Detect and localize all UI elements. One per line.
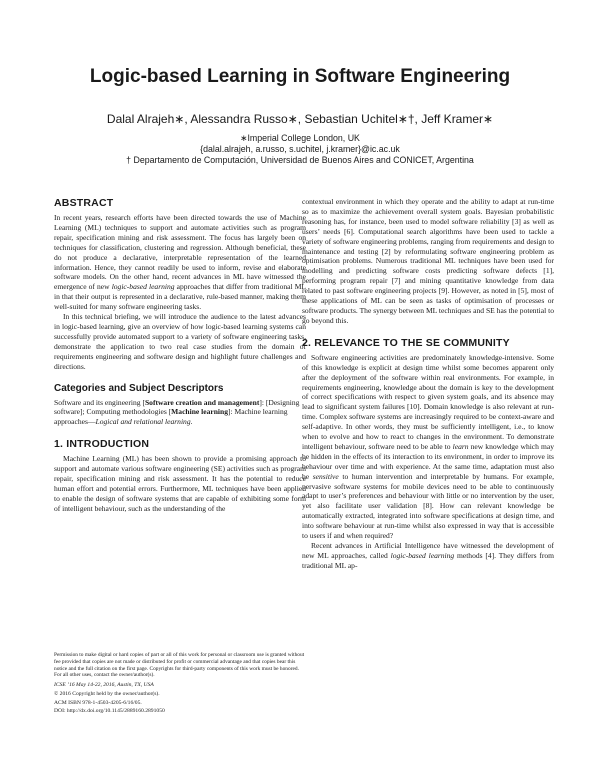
permission-notice: Permission to make digital or hard copies of part or all of this work for personal or classroom use is granted without fee provided that copies are not made or distributed for profit or commercial advantage and that copies bear this notice and the full citation on the first page. Copyrights for third-party components of this work must be honored. For all other uses, contact the owner/author(s). bbox=[54, 652, 305, 679]
categories-heading: Categories and Subject Descriptors bbox=[54, 382, 224, 394]
doi-line: DOI: http://dx.doi.org/10.1145/2889160.2891050 bbox=[54, 708, 165, 715]
introduction-paragraph-1: Machine Learning (ML) has been shown to provide a promising approach to support and automate various software engineering (SE) activities such as program repair, specification mining and risk assessment. It has the potential to reduce human effort and potential errors. Furthermore, ML techniques have been applied to enable the design of software systems that are capable of exhibiting some form of intelligent behaviour, such as the understanding of the bbox=[54, 454, 306, 513]
copyright-footer bbox=[54, 652, 306, 716]
author-list: Dalal Alrajeh∗, Alessandra Russo∗, Sebastian Uchitel∗†, Jeff Kramer∗ bbox=[106, 112, 494, 126]
introduction-heading: 1. INTRODUCTION bbox=[54, 438, 150, 451]
abstract-paragraph-2: In this technical briefing, we will introduce the audience to the latest advances in logic-based learning, give an overview of how logic-based learning systems can successfully provide automated support to a variety of software engineering tasks, demonstrate the application to two real case studies from the domain of requirements engineering and software design and highlight future challenges and directions. bbox=[54, 312, 306, 371]
abstract-heading: ABSTRACT bbox=[54, 197, 114, 209]
relevance-heading: 2. RELEVANCE TO THE SE COMMUNITY bbox=[302, 336, 510, 349]
introduction-paragraph-continued: contextual environment in which they operate and the ability to adapt at run-time so as to maximize the achievement overall system goals. Bayesian probabilistic reasoning has, for instance, been used to model software reliability [3] as well as users’ needs [6]. Computational search algorithms have been used to tackle a variety of software engineering problems, ranging from requirements and design to maintenance and testing [2] by reformulating software engineering problem as optimisation problems. Numerous traditional ML techniques have been used for modelling and predicting software costs predicting software defects [1], performing program repair [7] and mining quantitative knowledge from data related to past software engineering projects [9]. However, as noted in [5], most of these applications of ML can be seen as tasks of optimisation of processes or software products. The synergy between ML techniques and SE has the potential to go beyond this. bbox=[302, 197, 554, 325]
affiliation-imperial: ∗Imperial College London, UK bbox=[240, 133, 360, 143]
isbn-line: ACM ISBN 978-1-4503-4205-6/16/05. bbox=[54, 699, 142, 706]
copyright-line: © 2016 Copyright held by the owner/author(s). bbox=[54, 690, 160, 697]
left-column bbox=[54, 197, 306, 514]
paper-title: Logic-based Learning in Software Engineering bbox=[89, 66, 511, 87]
author-emails: {dalal.alrajeh, a.russo, s.uchitel, j.kramer}@ic.ac.uk bbox=[200, 144, 400, 154]
conference-info: ICSE ’16 May 14-22, 2016, Austin, TX, USA bbox=[54, 682, 154, 689]
relevance-paragraph-2: Recent advances in Artificial Intelligence have witnessed the development of new ML approaches, called logic-based learning methods [4]. They differs from traditional ML ap- bbox=[302, 541, 555, 570]
abstract-paragraph-1: In recent years, research efforts have been directed towards the use of Machine Learning (ML) techniques to support and automate activities such as program repair, specification mining and risk assessment. The focus has largely been on techniques for classification, clustering and regression. Although beneficial, these do not produce a declarative, interpretable representation of the learned information. Hence, they cannot readily be used to inform, revise and elaborate software models. On the other hand, recent advances in ML have witnessed the emergence of new logic-based learning approaches that differ from traditional ML in that their output is represented in a declarative, rule-based manner, making them well-suited for many software engineering tasks. bbox=[54, 213, 307, 312]
categories-text: Software and its engineering [Software creation and management]: [Designing software]; Computing methodologies [Machine learning]: Machine learning approaches—Logical and relational learning. bbox=[54, 397, 300, 427]
relevance-paragraph-1: Software engineering activities are predominately knowledge-intensive. Some of this knowledge is explicit at design time whilst some becomes apparent only after the deployment of the software within real environments. For example, in requirements engineering, knowledge about the domain is key to the development of correct specifications with respect to given system goals, and its absence may lead to significant system failures [10]. Domain knowledge is also relevant at run-time. Complex software systems are increasingly required to be context-aware and self-adaptive. In other words, they must be sufficiently intelligent, i.e., to know when to evolve and how to react to changes in the environment. To demonstrate intelligent behaviour, software need to be able to learn new knowledge which may be hidden in the effects of its interaction to its environment, in order to improve its behaviour over time and with experience. At the same time, adaptation must also be sensitive to human intervention and interpretable by humans. For example, pervasive software systems for mobile devices need to be able to continuously adapt to user’s preferences and behaviour with little or no intervention by the user, yet also facilitate user validation [8]. How can relevant knowledge be automatically extracted, integrated into software specifications at design time, and into software behaviour at run-time whilst also expressed in way that is accessible to users if and when required? bbox=[302, 352, 555, 541]
right-column bbox=[302, 197, 554, 571]
affiliation-buenos-aires: † Departamento de Computación, Universidad de Buenos Aires and CONICET, Argentina bbox=[126, 155, 474, 165]
